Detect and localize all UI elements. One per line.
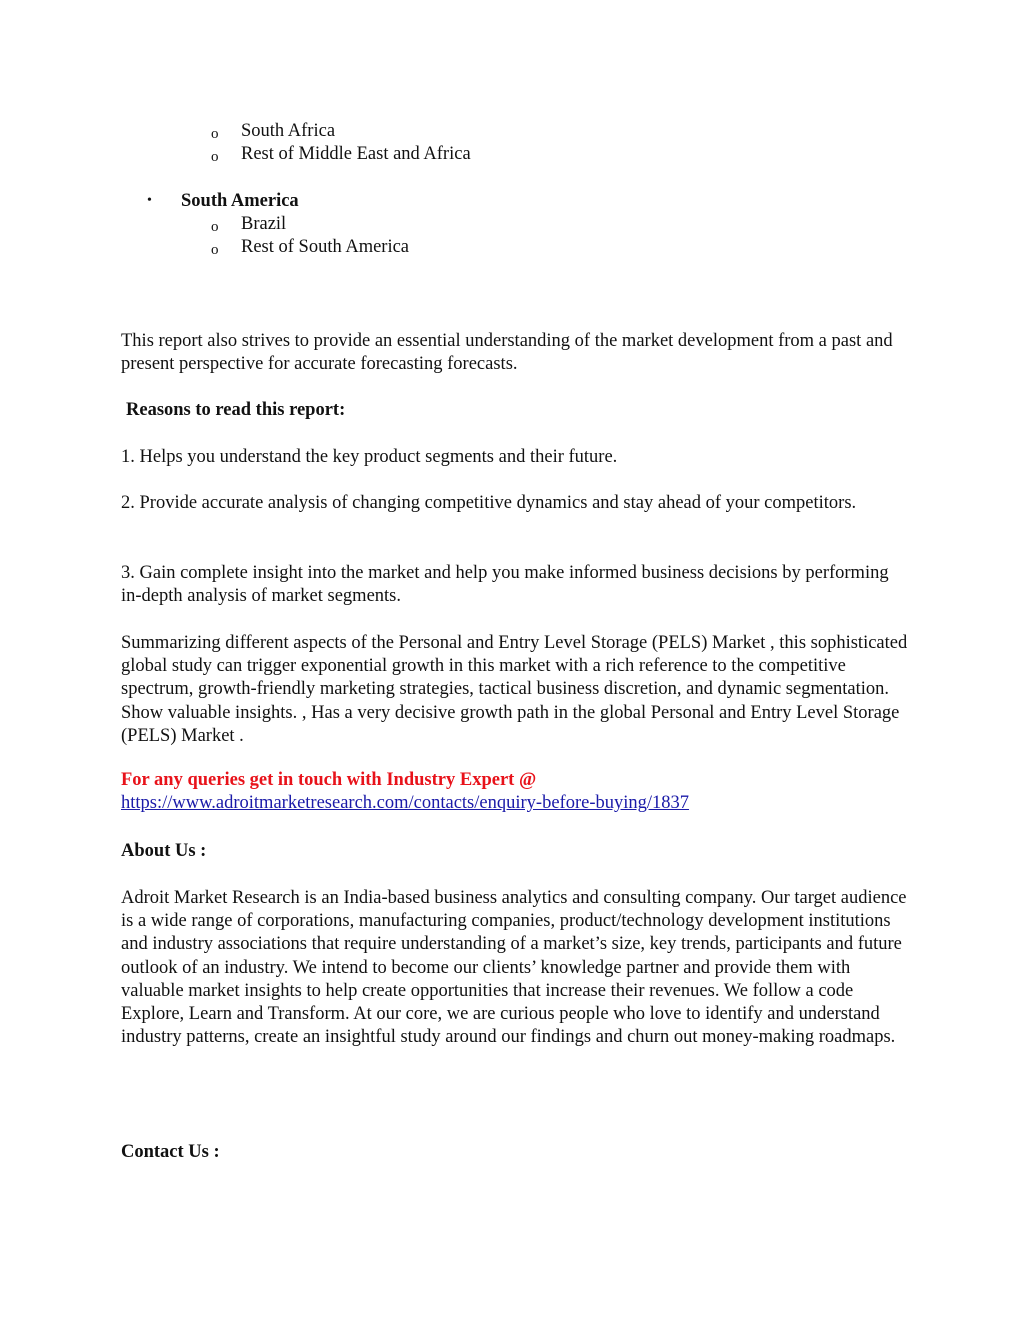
contact-heading: Contact Us : [121,1142,220,1162]
reason-item-2: 2. Provide accurate analysis of changing competitive dynamics and stay ahead of your competitors. [121,493,857,513]
bullet-marker: • [147,193,152,208]
region-subitem-rest-mea: Rest of Middle East and Africa [241,144,471,164]
summary-paragraph: Summarizing different aspects of the Personal and Entry Level Storage (PELS) Market , this sophisticated global study can trigger exponential growth in this market with a rich reference to the competitive spectrum, growth-friendly marketing strategies, tactical business discretion, and dynamic segmentation. Show valuable insights. , Has a very decisive growth path in the global Personal and Entry Level Storage (PELS) Market . [121,633,908,746]
region-subitem-rest-south-america: Rest of South America [241,237,410,257]
reason-item-3: 3. Gain complete insight into the market and help you make informed business decisions by performing in-depth analysis of market segments. [121,563,889,607]
sub-bullet-marker: o [211,126,219,142]
sub-bullet-marker: o [211,149,219,165]
sub-bullet-marker: o [211,219,219,235]
reasons-heading: Reasons to read this report: [126,400,346,420]
queries-text: For any queries get in touch with Industry Expert @ [121,770,537,790]
enquiry-link[interactable]: https://www.adroitmarketresearch.com/contacts/enquiry-before-buying/1837 [121,793,690,813]
about-paragraph: Adroit Market Research is an India-based business analytics and consulting company. Our target audience is a wide range of corporations, manufacturing companies, product/technology development institutions and industry associations that require understanding of a market’s size, key trends, participants and future outlook of an industry. We intend to become our clients’ knowledge partner and provide them with valuable market insights to help create opportunities that increase their revenues. We follow a code Explore, Learn and Transform. At our core, we are curious people who love to identify and understand industry patterns, create an insightful study around our findings and churn out money-making roadmaps. [121,888,907,1048]
sub-bullet-marker: o [211,242,219,258]
intro-paragraph: This report also strives to provide an essential understanding of the market development from a past and present perspective for accurate forecasting forecasts. [121,331,893,375]
region-subitem-brazil: Brazil [241,214,287,234]
region-subitem-south-africa: South Africa [241,121,336,141]
about-heading: About Us : [121,841,207,861]
region-south-america: South America [181,191,299,211]
reason-item-1: 1. Helps you understand the key product segments and their future. [121,447,618,467]
